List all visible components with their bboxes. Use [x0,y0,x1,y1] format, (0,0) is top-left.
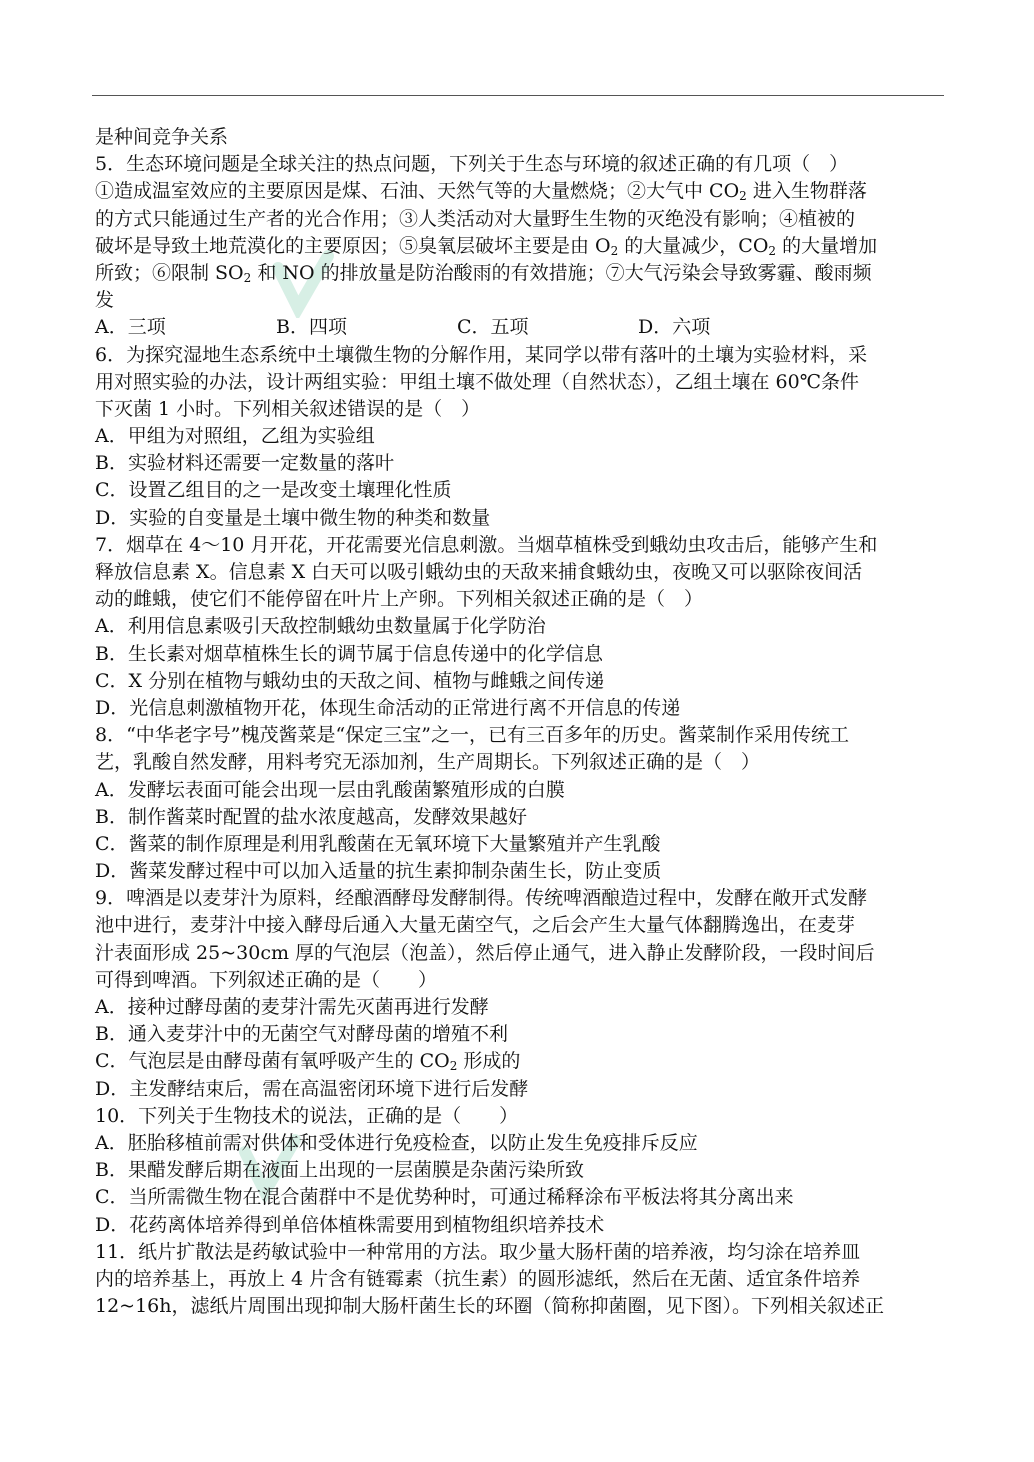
text-run: 11．纸片扩散法是药敏试验中一种常用的方法。取少量大肠杆菌的培养液，均匀涂在培养皿 [95,1240,861,1263]
text-run: 动的雌蛾，使它们不能停留在叶片上产卵。下列相关叙述正确的是（ ） [95,588,704,611]
text-run: 5．生态环境问题是全球关注的热点问题，下列关于生态与环境的叙述正确的有几项（ ） [95,153,849,176]
text-line [95,940,945,967]
text-run: D．实验的自变量是土壤中微生物的种类和数量 [95,506,491,529]
text-run: A．接种过酵母菌的麦芽汁需先灭菌再进行发酵 [95,996,489,1018]
text-line [95,477,945,504]
text-line [95,287,945,314]
text-run: 艺，乳酸自然发酵，用料考究无添加剂，生产周期长。下列叙述正确的是（ ） [95,751,761,774]
text-run: 下灭菌 1 小时。下列相关叙述错误的是（ ） [95,397,481,420]
text-line [95,342,945,369]
subscript: 2 [449,1059,458,1074]
text-run: 的大量减少，CO [618,234,769,257]
text-line [95,858,945,885]
text-line [95,1184,945,1211]
text-line [95,586,945,613]
text-run: 内的培养基上，再放上 4 片含有链霉素（抗生素）的圆形滤纸，然后在无菌、适宜条件培养 [95,1267,861,1290]
text-line [95,1293,945,1320]
text-run: B．通入麦芽汁中的无菌空气对酵母菌的增殖不利 [95,1023,508,1046]
text-run: 的方式只能通过生产者的光合作用；③人类活动对大量野生生物的灭绝没有影响；④植被的 [95,207,856,230]
text-run: C．酱菜的制作原理是利用乳酸菌在无氧环境下大量繁殖并产生乳酸 [95,832,661,855]
text-run: 释放信息素 X。信息素 X 白天可以吸引蛾幼虫的天敌来捕食蛾幼虫，夜晚又可以驱除夜间活 [95,561,863,583]
text-line [95,151,945,178]
text-run: 用对照实验的办法，设计两组实验：甲组土壤不做处理（自然状态），乙组土壤在 60℃条件 [95,370,859,393]
text-run: 破坏是导致土地荒漠化的主要原因；⑤臭氧层破坏主要是由 O [95,234,611,257]
subscript: 2 [768,243,777,258]
text-line [95,260,945,287]
text-run: C．气泡层是由酵母菌有氧呼吸产生的 CO [95,1050,450,1073]
text-run: C．X 分别在植物与蛾幼虫的天敌之间、植物与雌蛾之间传递 [95,669,605,692]
text-run: B．实验材料还需要一定数量的落叶 [95,452,394,475]
text-run: A．利用信息素吸引天敌控制蛾幼虫数量属于化学防治 [95,615,546,638]
text-run: B．果醋发酵后期在液面上出现的一层菌膜是杂菌污染所致 [95,1159,584,1182]
text-line [95,1157,945,1184]
option-label: C．五项 [457,316,529,339]
text-run: 12~16h，滤纸片周围出现抑制大肠杆菌生长的环圈（简称抑菌圈，见下图）。下列相关叙述正 [95,1295,885,1318]
text-line [95,994,945,1021]
text-run: 9．啤酒是以麦芽汁为原料，经酿酒酵母发酵制得。传统啤酒酿造过程中，发酵在敞开式发酵 [95,887,868,910]
text-line [95,178,945,205]
text-line [95,695,945,722]
text-run: 形成的 [457,1050,521,1073]
text-run: 7．烟草在 4～10 月开花，开花需要光信息刺激。当烟草植株受到蛾幼虫攻击后，能够产生和 [95,533,878,556]
text-run: 发 [95,289,115,312]
text-run: B．制作酱菜时配置的盐水浓度越高，发酵效果越好 [95,805,527,828]
text-line [95,505,945,532]
header-rule [92,95,944,96]
subscript: 2 [739,189,747,204]
text-line [95,885,945,912]
text-line [95,1212,945,1239]
text-run: B．生长素对烟草植株生长的调节属于信息传递中的化学信息 [95,642,603,665]
text-line [95,641,945,668]
text-run: 进入生物群落 [746,180,867,203]
text-run: D．花药离体培养得到单倍体植株需要用到植物组织培养技术 [95,1213,605,1236]
text-line [95,396,945,423]
text-line [95,1076,945,1103]
text-run: 可得到啤酒。下列叙述正确的是（ ） [95,968,438,991]
text-run: 10．下列关于生物技术的说法，正确的是（ ） [95,1104,519,1127]
text-line [95,749,945,776]
text-run: ①造成温室效应的主要原因是煤、石油、天然气等的大量燃烧；②大气中 CO [95,180,740,203]
subscript: 2 [610,243,619,258]
text-line [95,967,945,994]
text-line [95,831,945,858]
text-run: A．胚胎移植前需对供体和受体进行免疫检查，以防止发生免疫排斥反应 [95,1131,698,1154]
text-run: D．酱菜发酵过程中可以加入适量的抗生素抑制杂菌生长，防止变质 [95,860,662,883]
text-run: A．甲组为对照组，乙组为实验组 [95,425,375,448]
text-run: 池中进行，麦芽汁中接入酵母后通入大量无菌空气，之后会产生大量气体翻腾逸出，在麦芽 [95,914,856,937]
text-run: 6．为探究湿地生态系统中土壤微生物的分解作用，某同学以带有落叶的土壤为实验材料，采 [95,343,868,366]
text-line [95,1021,945,1048]
option-label: D．六项 [638,316,711,339]
text-line [95,804,945,831]
text-run: 所致；⑥限制 SO [95,261,244,284]
text-run: 汁表面形成 25~30cm 厚的气泡层（泡盖），然后停止通气，进入静止发酵阶段，一段时间后 [95,941,875,964]
text-line [95,613,945,640]
subscript: 2 [243,270,252,285]
text-run: A．发酵坛表面可能会出现一层由乳酸菌繁殖形成的白膜 [95,778,565,801]
text-line [95,668,945,695]
option-label: A．三项 [95,316,166,339]
text-line [95,369,945,396]
option-label: B．四项 [276,316,347,339]
text-line [95,777,945,804]
text-run: 是种间竞争关系 [95,126,229,148]
document-body [95,124,945,1320]
text-run: C．设置乙组目的之一是改变土壤理化性质 [95,479,452,502]
text-run: 和 NO 的排放量是防治酸雨的有效措施；⑦大气污染会导致雾霾、酸雨频 [251,261,872,284]
text-line [95,124,945,151]
text-line [95,1266,945,1293]
text-run: C．当所需微生物在混合菌群中不是优势种时，可通过稀释涂布平板法将其分离出来 [95,1186,794,1209]
text-run: D．主发酵结束后，需在高温密闭环境下进行后发酵 [95,1077,529,1100]
text-line [95,1103,945,1130]
text-line [95,1048,945,1075]
text-run: 8．“中华老字号”槐茂酱菜是“保定三宝”之一，已有三百多年的历史。酱菜制作采用传统工 [95,724,849,747]
text-line [95,722,945,749]
text-line [95,912,945,939]
text-run: D．光信息刺激植物开花，体现生命活动的正常进行离不开信息的传递 [95,696,681,719]
text-line [95,450,945,477]
answer-options [95,314,945,341]
text-line [95,423,945,450]
text-run: 的大量增加 [776,234,878,257]
text-line [95,233,945,260]
text-line [95,1239,945,1266]
text-line [95,559,945,586]
text-line [95,206,945,233]
text-line [95,532,945,559]
text-line [95,1130,945,1157]
